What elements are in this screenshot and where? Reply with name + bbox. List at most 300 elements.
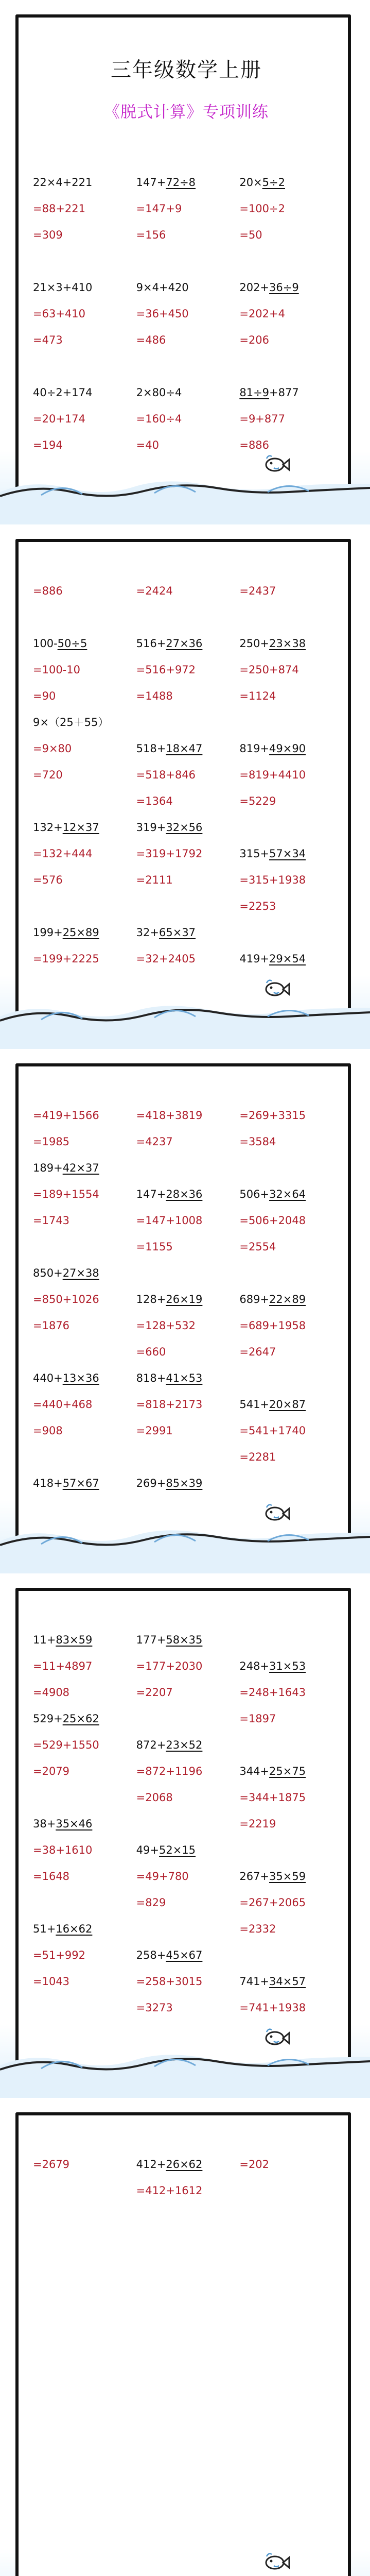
solution-step [33, 946, 135, 972]
problem-column [33, 1627, 135, 2021]
problem-expression [33, 1260, 135, 1286]
expression-text: =189+1554 [33, 1188, 99, 1200]
problem-expression [239, 1969, 342, 1995]
solution-step [136, 1785, 239, 1811]
expression-text: =147+1008 [136, 1214, 203, 1227]
solution-step [33, 736, 135, 762]
solution-step [33, 1758, 135, 1785]
wave-decoration [0, 2050, 370, 2098]
expression-text: 419+ [239, 953, 270, 965]
solution-step [136, 867, 239, 893]
solution-step [136, 841, 239, 867]
underlined-operation: 25×75 [269, 1765, 306, 1777]
expression-text: =269+3315 [239, 1109, 306, 1122]
expression-text: 440+ [33, 1372, 63, 1384]
expression-text: 872+ [136, 1739, 166, 1751]
solution-step [33, 222, 135, 248]
problem-expression [136, 275, 239, 301]
expression-text: 818+ [136, 1372, 166, 1384]
expression-text: =412+1612 [136, 2184, 203, 2197]
expression-text: =660 [136, 1346, 166, 1358]
solution-step [239, 196, 342, 222]
problem-expression [33, 920, 135, 946]
expression-text: 2×80÷4 [136, 386, 182, 399]
expression-text: =529+1550 [33, 1739, 99, 1751]
solution-step [33, 683, 135, 709]
solution-step [136, 1103, 239, 1129]
solution-step [239, 762, 342, 788]
problem-expression [136, 1470, 239, 1497]
blank-line [239, 920, 342, 946]
expression-text: =248+1643 [239, 1686, 306, 1699]
underlined-operation: 45×67 [166, 1949, 203, 1961]
expression-text: +877 [269, 386, 299, 399]
wave-decoration [0, 1526, 370, 1573]
expression-text: =90 [33, 690, 56, 702]
solution-step [33, 657, 135, 683]
problem-column [33, 2151, 135, 2204]
solution-step [136, 406, 239, 432]
solution-step [239, 867, 342, 893]
blank-line [239, 815, 342, 841]
expression-text: =9×80 [33, 742, 72, 755]
problem-expression [33, 1155, 135, 1181]
problem-expression [136, 736, 239, 762]
underlined-operation: 81÷9 [239, 386, 270, 399]
blank-line [239, 1942, 342, 1969]
solution-step [33, 432, 135, 459]
expression-text: =2991 [136, 1425, 173, 1437]
expression-text: 258+ [136, 1949, 166, 1961]
worksheet-card [15, 14, 351, 522]
expression-text: 267+ [239, 1870, 270, 1883]
expression-text: 9×（25＋55） [33, 716, 109, 728]
expression-text: 40÷2+174 [33, 386, 93, 399]
problem-expression [33, 1470, 135, 1497]
expression-text: =3273 [136, 2002, 173, 2014]
expression-text: 32+ [136, 926, 159, 939]
expression-text: =128+532 [136, 1319, 196, 1332]
page-subtitle: 《脱式计算》专项训练 [104, 103, 269, 122]
problem-expression [239, 1758, 342, 1785]
worksheet-card [15, 2112, 351, 2576]
solution-step [239, 788, 342, 815]
solution-step [33, 1653, 135, 1680]
wave-decoration [0, 477, 370, 524]
problem-expression [136, 2151, 239, 2178]
solution-step [239, 683, 342, 709]
solution-step [136, 1969, 239, 1995]
blank-line [33, 604, 135, 631]
solution-step [33, 578, 135, 604]
expression-text: =689+1958 [239, 1319, 306, 1332]
blank-line [239, 1260, 342, 1286]
solution-step [136, 1758, 239, 1785]
solution-step [136, 788, 239, 815]
solution-step [239, 1313, 342, 1339]
solution-step [239, 222, 342, 248]
expression-text: =1876 [33, 1319, 70, 1332]
worksheet-card [15, 1063, 351, 1571]
expression-text: =541+1740 [239, 1425, 306, 1437]
expression-text: 269+ [136, 1477, 166, 1489]
blank-line [136, 248, 239, 275]
problem-columns [33, 578, 343, 972]
problem-expression [136, 380, 239, 406]
blank-line [239, 1365, 342, 1392]
expression-text: 412+ [136, 2158, 166, 2171]
solution-step [239, 893, 342, 920]
underlined-operation: 65×37 [159, 926, 196, 939]
expression-text: =202 [239, 2158, 270, 2171]
solution-step [239, 327, 342, 353]
expression-text: =250+874 [239, 664, 299, 676]
problem-column [239, 1627, 342, 2021]
solution-step [33, 1392, 135, 1418]
expression-text: =309 [33, 229, 63, 241]
solution-step [33, 1680, 135, 1706]
expression-text: =147+9 [136, 202, 182, 215]
underlined-operation: 25×89 [62, 926, 99, 939]
underlined-operation: 42×37 [62, 1162, 99, 1174]
problem-expression [239, 841, 342, 867]
expression-text: =50 [239, 229, 262, 241]
blank-line [136, 893, 239, 920]
solution-step [136, 1680, 239, 1706]
solution-step [33, 1208, 135, 1234]
underlined-operation: 35×46 [56, 1818, 93, 1830]
solution-step [239, 2151, 342, 2178]
blank-line [33, 893, 135, 920]
problem-expression [136, 631, 239, 657]
underlined-operation: 52×15 [159, 1844, 196, 1856]
solution-step [239, 1785, 342, 1811]
solution-step [136, 1995, 239, 2021]
expression-text: =418+3819 [136, 1109, 203, 1122]
fish-icon [262, 1501, 290, 1524]
problem-expression [33, 631, 135, 657]
problem-expression [239, 736, 342, 762]
solution-step [136, 578, 239, 604]
underlined-operation: 29×54 [269, 953, 306, 965]
expression-text: =258+3015 [136, 1975, 203, 1988]
underlined-operation: 36÷9 [269, 281, 299, 294]
underlined-operation: 50÷5 [57, 637, 87, 650]
blank-line [33, 1890, 135, 1916]
expression-text: =2111 [136, 874, 173, 886]
problem-expression [239, 170, 342, 196]
expression-text: =202+4 [239, 308, 285, 320]
solution-step [33, 1103, 135, 1129]
expression-text: =9+877 [239, 413, 285, 425]
expression-text: =1124 [239, 690, 276, 702]
problem-expression [33, 815, 135, 841]
expression-text: 51+ [33, 1923, 56, 1935]
solution-step [136, 1392, 239, 1418]
expression-text: 741+ [239, 1975, 270, 1988]
blank-line [33, 788, 135, 815]
underlined-operation: 26×62 [166, 2158, 203, 2171]
wave-decoration [0, 1001, 370, 1049]
expression-text: =49+780 [136, 1870, 189, 1883]
blank-line [136, 1155, 239, 1181]
expression-text: =440+468 [33, 1398, 93, 1411]
solution-step [239, 1129, 342, 1155]
expression-text: =2281 [239, 1451, 276, 1463]
underlined-operation: 57×34 [269, 848, 306, 860]
expression-text: =2253 [239, 900, 276, 912]
worksheet-page [0, 1573, 370, 2098]
expression-text: =267+2065 [239, 1896, 306, 1909]
expression-text: =177+2030 [136, 1660, 203, 1672]
expression-text: 21×3+410 [33, 281, 93, 294]
underlined-operation: 58×35 [166, 1634, 203, 1646]
fish-icon [262, 977, 290, 999]
underlined-operation: 23×38 [269, 637, 306, 650]
expression-text: =88+221 [33, 202, 85, 215]
expression-text: =576 [33, 874, 63, 886]
expression-text: =1043 [33, 1975, 70, 1988]
blank-line [136, 1260, 239, 1286]
underlined-operation: 27×36 [166, 637, 203, 650]
blank-line [239, 353, 342, 380]
expression-text: =872+1196 [136, 1765, 203, 1777]
underlined-operation: 49×90 [269, 742, 306, 755]
expression-text: 344+ [239, 1765, 270, 1777]
worksheet-page [0, 1049, 370, 1573]
expression-text: =5229 [239, 795, 276, 807]
expression-text: =100÷2 [239, 202, 285, 215]
worksheet-card [15, 539, 351, 1046]
problem-expression [33, 275, 135, 301]
expression-text: =199+2225 [33, 953, 99, 965]
blank-line [136, 353, 239, 380]
solution-step [136, 1208, 239, 1234]
expression-text: =1648 [33, 1870, 70, 1883]
problem-expression [239, 1863, 342, 1890]
expression-text: 518+ [136, 742, 166, 755]
blank-line [136, 1916, 239, 1942]
solution-step [239, 1706, 342, 1732]
problem-expression [33, 1811, 135, 1837]
expression-text: 248+ [239, 1660, 270, 1672]
solution-step [136, 432, 239, 459]
solution-step [136, 1234, 239, 1260]
blank-line [33, 1785, 135, 1811]
expression-text: =3584 [239, 1136, 276, 1148]
expression-text: 516+ [136, 637, 166, 650]
blank-line [33, 248, 135, 275]
problem-column [239, 170, 342, 459]
solution-step [33, 1181, 135, 1208]
expression-text: =886 [239, 439, 270, 451]
expression-text: =315+1938 [239, 874, 306, 886]
fish-icon [262, 2550, 290, 2573]
problem-expression [136, 1732, 239, 1758]
solution-step [33, 1286, 135, 1313]
expression-text: =1743 [33, 1214, 70, 1227]
expression-text: =2219 [239, 1818, 276, 1830]
solution-step [239, 1890, 342, 1916]
expression-text: =518+846 [136, 769, 196, 781]
problem-column [136, 1627, 239, 2021]
underlined-operation: 57×67 [62, 1477, 99, 1489]
problem-expression [33, 1627, 135, 1653]
fish-icon [262, 452, 290, 475]
expression-text: =36+450 [136, 308, 189, 320]
solution-step [136, 657, 239, 683]
expression-text: 128+ [136, 1293, 166, 1306]
expression-text: 22×4+221 [33, 176, 93, 189]
problem-expression [239, 1392, 342, 1418]
problem-column [239, 578, 342, 972]
underlined-operation: 83×59 [56, 1634, 93, 1646]
expression-text: 9×4+420 [136, 281, 189, 294]
solution-step [239, 657, 342, 683]
expression-text: =132+444 [33, 848, 93, 860]
underlined-operation: 26×19 [166, 1293, 203, 1306]
problem-column [33, 170, 135, 459]
problem-columns [33, 170, 343, 459]
problem-expression [136, 1837, 239, 1863]
expression-text: 850+ [33, 1267, 63, 1279]
problem-expression [239, 380, 342, 406]
expression-text: =2424 [136, 585, 173, 597]
expression-text: 147+ [136, 176, 166, 189]
expression-text: =11+4897 [33, 1660, 93, 1672]
solution-step [33, 1863, 135, 1890]
expression-text: =160÷4 [136, 413, 182, 425]
expression-text: =100-10 [33, 664, 80, 676]
blank-line [239, 1155, 342, 1181]
solution-step [33, 1129, 135, 1155]
underlined-operation: 23×52 [166, 1739, 203, 1751]
solution-step [136, 762, 239, 788]
problem-column [136, 2151, 239, 2204]
solution-step [239, 1234, 342, 1260]
solution-step [136, 1418, 239, 1444]
expression-text: =2679 [33, 2158, 70, 2171]
problem-column [136, 1103, 239, 1497]
underlined-operation: 72÷8 [166, 176, 196, 189]
problem-expression [136, 1942, 239, 1969]
expression-text: =886 [33, 585, 63, 597]
worksheet-card [15, 1588, 351, 2095]
expression-text: =2437 [239, 585, 276, 597]
problem-columns [33, 1103, 343, 1497]
expression-text: =20+174 [33, 413, 85, 425]
problem-expression [33, 1365, 135, 1392]
expression-text: =194 [33, 439, 63, 451]
blank-line [33, 1444, 135, 1470]
page-title: 三年级数学上册 [111, 58, 262, 82]
fish-icon [262, 2026, 290, 2048]
expression-text: 529+ [33, 1713, 63, 1725]
expression-text: =51+992 [33, 1949, 85, 1961]
expression-text: 100- [33, 637, 58, 650]
expression-text: =819+4410 [239, 769, 306, 781]
expression-text: 20× [239, 176, 262, 189]
underlined-operation: 5÷2 [262, 176, 285, 189]
underlined-operation: 28×36 [166, 1188, 203, 1200]
underlined-operation: 16×62 [56, 1923, 93, 1935]
problem-expression [136, 920, 239, 946]
expression-text: 177+ [136, 1634, 166, 1646]
expression-text: 132+ [33, 821, 63, 834]
expression-text: =486 [136, 334, 166, 346]
solution-step [239, 1208, 342, 1234]
underlined-operation: 85×39 [166, 1477, 203, 1489]
problem-expression [136, 1286, 239, 1313]
expression-text: 202+ [239, 281, 270, 294]
expression-text: 689+ [239, 1293, 270, 1306]
expression-text: =2068 [136, 1791, 173, 1804]
expression-text: 199+ [33, 926, 63, 939]
blank-line [33, 353, 135, 380]
problem-expression [239, 1286, 342, 1313]
expression-text: 147+ [136, 1188, 166, 1200]
expression-text: =2207 [136, 1686, 173, 1699]
blank-line [239, 1732, 342, 1758]
blank-line [239, 1627, 342, 1653]
underlined-operation: 25×62 [62, 1713, 99, 1725]
underlined-operation: 31×53 [269, 1660, 306, 1672]
problem-expression [136, 170, 239, 196]
solution-step [33, 762, 135, 788]
solution-step [33, 327, 135, 353]
blank-line [136, 1811, 239, 1837]
expression-text: 189+ [33, 1162, 63, 1174]
problem-column [136, 578, 239, 972]
solution-step [239, 1916, 342, 1942]
solution-step [239, 1995, 342, 2021]
solution-step [239, 578, 342, 604]
problem-expression [33, 709, 135, 736]
expression-text: =419+1566 [33, 1109, 99, 1122]
problem-expression [239, 275, 342, 301]
solution-step [136, 683, 239, 709]
solution-step [136, 222, 239, 248]
solution-step [136, 946, 239, 972]
expression-text: =1364 [136, 795, 173, 807]
solution-step [136, 196, 239, 222]
problem-expression [239, 631, 342, 657]
underlined-operation: 32×64 [269, 1188, 306, 1200]
solution-step [136, 2178, 239, 2204]
expression-text: 418+ [33, 1477, 63, 1489]
blank-line [136, 1444, 239, 1470]
solution-step [33, 196, 135, 222]
expression-text: =506+2048 [239, 1214, 306, 1227]
problem-expression [239, 946, 342, 972]
blank-line [33, 1339, 135, 1365]
problem-column [33, 578, 135, 972]
expression-text: =1985 [33, 1136, 70, 1148]
solution-step [33, 1313, 135, 1339]
problem-columns [33, 2151, 343, 2204]
blank-line [239, 709, 342, 736]
solution-step [136, 1129, 239, 1155]
expression-text: =1897 [239, 1713, 276, 1725]
expression-text: =344+1875 [239, 1791, 306, 1804]
expression-text: =40 [136, 439, 159, 451]
expression-text: 49+ [136, 1844, 159, 1856]
problem-expression [136, 1181, 239, 1208]
problem-column [33, 1103, 135, 1497]
solution-step [239, 1680, 342, 1706]
solution-step [239, 1339, 342, 1365]
expression-text: 819+ [239, 742, 270, 755]
